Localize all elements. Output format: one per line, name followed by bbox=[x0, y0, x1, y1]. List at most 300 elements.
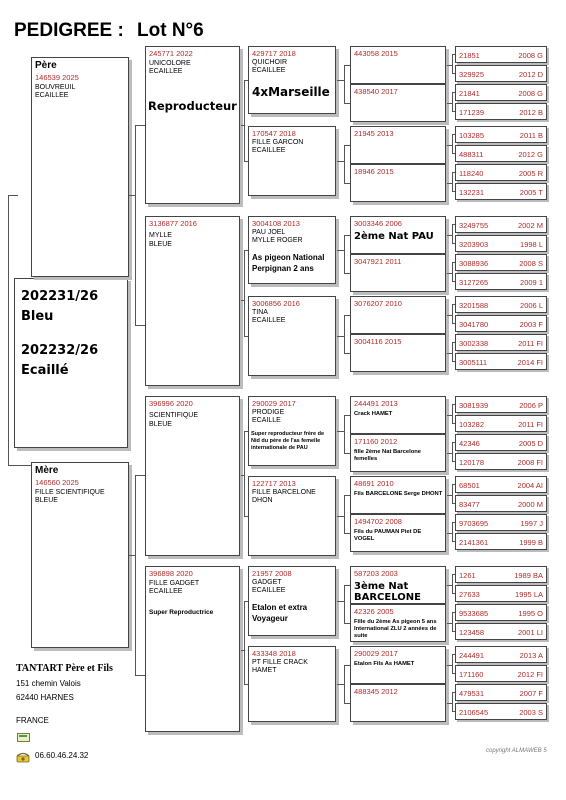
gen5-box bbox=[455, 415, 547, 432]
gen4-box bbox=[350, 566, 446, 604]
gen4-box bbox=[350, 46, 446, 84]
gen5-box bbox=[455, 585, 547, 602]
gen4-ring: 244491 2013 bbox=[354, 399, 398, 408]
connector-line bbox=[452, 423, 455, 424]
granddam-maternal-box bbox=[145, 566, 240, 732]
connector-line bbox=[129, 555, 135, 556]
mother-color: BLEUE bbox=[35, 497, 58, 504]
connector-line bbox=[244, 431, 248, 432]
gen3-name: TINA bbox=[252, 309, 268, 316]
gen2-note: Reproducteur bbox=[148, 99, 237, 113]
breeder-city: 62440 HARNES bbox=[16, 693, 74, 702]
gen5-ring: 2141361 bbox=[459, 538, 489, 547]
subject-color-2: Ecaillé bbox=[21, 363, 69, 378]
gen5-ring: 2106545 bbox=[459, 708, 489, 717]
gen4-ring: 171160 2012 bbox=[354, 437, 398, 446]
connector-line bbox=[344, 415, 345, 453]
gen3-ring: 170547 2018 bbox=[252, 129, 296, 138]
connector-line bbox=[344, 315, 345, 353]
connector-line bbox=[135, 675, 145, 676]
gen4-ring: 488345 2012 bbox=[354, 687, 398, 696]
gen5-year: 2009 1 bbox=[520, 278, 543, 287]
gen5-ring: 3002338 bbox=[459, 339, 489, 348]
connector-line bbox=[344, 235, 345, 273]
gen5-year: 2008 FI bbox=[517, 458, 543, 467]
gen5-ring: 3088936 bbox=[459, 259, 489, 268]
gen5-box bbox=[455, 65, 547, 82]
connector-line bbox=[452, 342, 453, 361]
gen3-name: QUICHOIR bbox=[252, 59, 287, 66]
connector-line bbox=[135, 475, 136, 675]
gen5-year: 2008 G bbox=[518, 51, 543, 60]
gen5-year: 2012 FI bbox=[517, 670, 543, 679]
subject-color-1: Bleu bbox=[21, 309, 54, 324]
gen5-box bbox=[455, 164, 547, 181]
gen5-ring: 27633 bbox=[459, 590, 480, 599]
granddam-paternal-box bbox=[145, 216, 240, 386]
gen5-year: 2003 S bbox=[519, 708, 543, 717]
connector-line bbox=[452, 631, 455, 632]
gen3-ring: 290029 2017 bbox=[252, 399, 296, 408]
gen5-box bbox=[455, 703, 547, 720]
gen5-ring: 118240 bbox=[459, 169, 484, 178]
connector-line bbox=[344, 183, 350, 184]
gen5-year: 2013 A bbox=[519, 651, 543, 660]
gen5-year: 2005 T bbox=[519, 188, 543, 197]
connector-line bbox=[452, 111, 455, 112]
connector-line bbox=[8, 465, 33, 466]
grandsire-maternal-box bbox=[145, 396, 240, 556]
gen5-box bbox=[455, 514, 547, 531]
email-icon[interactable] bbox=[17, 733, 30, 742]
gen5-box bbox=[455, 665, 547, 682]
gen2-note: Super Reproductrice bbox=[149, 609, 214, 616]
connector-line bbox=[344, 533, 350, 534]
subject-box bbox=[14, 278, 128, 448]
connector-line bbox=[344, 415, 350, 416]
gen5-ring: 3081939 bbox=[459, 401, 489, 410]
gen5-ring: 171160 bbox=[459, 670, 484, 679]
gen2-ring: 245771 2022 bbox=[149, 49, 193, 58]
gen5-box bbox=[455, 334, 547, 351]
gen3-box bbox=[248, 296, 336, 376]
connector-line bbox=[244, 250, 248, 251]
connector-line bbox=[344, 453, 350, 454]
gen3-note: 4xMarseille bbox=[252, 85, 330, 99]
gen2-ring: 396898 2020 bbox=[149, 569, 193, 578]
gen4-ring: 1494702 2008 bbox=[354, 517, 402, 526]
gen5-ring: 9533685 bbox=[459, 609, 489, 618]
connector-line bbox=[452, 484, 453, 503]
gen3-name: FILLE BARCELONE bbox=[252, 489, 316, 496]
connector-line bbox=[344, 585, 350, 586]
gen4-box bbox=[350, 84, 446, 122]
gen5-ring: 3041780 bbox=[459, 320, 489, 329]
gen4-ring: 18946 2015 bbox=[354, 167, 394, 176]
connector-line bbox=[452, 442, 455, 443]
connector-line bbox=[337, 431, 344, 432]
connector-line bbox=[452, 191, 455, 192]
gen3-ring: 433348 2018 bbox=[252, 649, 296, 658]
gen4-note: Fils BARCELONE Serge DHONT bbox=[354, 491, 443, 497]
gen2-name: UNICOLORE bbox=[149, 60, 191, 67]
gen4-box bbox=[350, 604, 446, 642]
gen5-ring: 3203903 bbox=[459, 240, 489, 249]
gen5-year: 2014 FI bbox=[517, 358, 543, 367]
connector-line bbox=[452, 153, 455, 154]
gen2-name: FILLE GADGET bbox=[149, 580, 200, 587]
gen4-note: Fils du PAUMAN Piet DE VOGEL bbox=[354, 529, 422, 542]
connector-line bbox=[452, 342, 455, 343]
connector-line bbox=[344, 495, 350, 496]
connector-line bbox=[135, 125, 145, 126]
connector-line bbox=[452, 503, 455, 504]
gen3-color: MYLLE ROGER bbox=[252, 237, 303, 244]
gen5-ring: 68501 bbox=[459, 481, 480, 490]
gen5-year: 2012 B bbox=[519, 108, 543, 117]
gen4-ring: 3047921 2011 bbox=[354, 257, 402, 266]
connector-line bbox=[452, 262, 453, 281]
gen5-ring: 244491 bbox=[459, 651, 485, 660]
connector-line bbox=[344, 665, 350, 666]
gen5-box bbox=[455, 126, 547, 143]
connector-line bbox=[452, 673, 455, 674]
connector-line bbox=[129, 195, 135, 196]
gen5-year: 2011 FI bbox=[518, 420, 543, 429]
gen4-box bbox=[350, 646, 446, 684]
connector-line bbox=[8, 195, 9, 465]
gen5-ring: 21841 bbox=[459, 89, 480, 98]
connector-line bbox=[344, 623, 350, 624]
gen5-year: 1999 B bbox=[519, 538, 543, 547]
connector-line bbox=[452, 612, 455, 613]
connector-line bbox=[337, 336, 344, 337]
gen3-color: ECAILLEE bbox=[252, 317, 286, 324]
gen5-year: 1997 J bbox=[520, 519, 543, 528]
connector-line bbox=[452, 404, 455, 405]
gen3-name: GADGET bbox=[252, 579, 282, 586]
gen5-ring: 3127265 bbox=[459, 278, 489, 287]
connector-line bbox=[244, 516, 248, 517]
connector-line bbox=[452, 522, 453, 541]
gen2-name: MYLLE bbox=[149, 232, 172, 239]
gen3-box bbox=[248, 46, 336, 114]
gen5-ring: 123458 bbox=[459, 628, 485, 637]
gen3-name: FILLE GARCON bbox=[252, 139, 304, 146]
gen5-year: 1989 BA bbox=[514, 571, 543, 580]
gen5-box bbox=[455, 533, 547, 550]
connector-line bbox=[337, 161, 344, 162]
gen5-ring: 103285 bbox=[459, 131, 485, 140]
gen3-name: PT FILLE CRACK bbox=[252, 659, 308, 666]
gen5-box bbox=[455, 145, 547, 162]
connector-line bbox=[344, 703, 350, 704]
connector-line bbox=[452, 224, 453, 243]
gen4-box bbox=[350, 684, 446, 722]
connector-line bbox=[452, 404, 453, 423]
gen4-box bbox=[350, 396, 446, 434]
father-ring: 146539 2025 bbox=[35, 73, 79, 82]
connector-line bbox=[337, 250, 344, 251]
gen3-color: ECAILLEE bbox=[252, 587, 286, 594]
gen5-year: 2004 AI bbox=[517, 481, 543, 490]
connector-line bbox=[452, 593, 455, 594]
connector-line bbox=[244, 684, 248, 685]
connector-line bbox=[244, 161, 248, 162]
gen4-box bbox=[350, 514, 446, 552]
gen3-box bbox=[248, 126, 336, 196]
copyright: copyright ALMAWEB 5 bbox=[486, 748, 547, 754]
father-label: Père bbox=[35, 60, 57, 71]
mother-name: FILLE SCIENTIFIQUE bbox=[35, 489, 105, 496]
gen5-year: 2006 L bbox=[520, 301, 543, 310]
gen5-box bbox=[455, 296, 547, 313]
gen3-note: Super reproducteur frère de Nid du père de l'as femelle internationale de PAU bbox=[251, 431, 325, 451]
gen4-box bbox=[350, 164, 446, 202]
grandsire-paternal-box bbox=[145, 46, 240, 204]
lot-number: Lot N°6 bbox=[137, 20, 204, 41]
subject-ring-1: 202231/26 bbox=[21, 289, 99, 304]
gen5-ring: 3201588 bbox=[459, 301, 489, 310]
gen4-ring: 21945 2013 bbox=[354, 129, 394, 138]
connector-line bbox=[452, 574, 453, 593]
gen3-ring: 3006856 2016 bbox=[252, 299, 300, 308]
gen4-note: Crack HAMET bbox=[354, 411, 393, 417]
pedigree-title: PEDIGREE : bbox=[14, 20, 124, 41]
connector-line bbox=[452, 612, 453, 631]
connector-line bbox=[344, 103, 350, 104]
gen4-note: 3ème Nat BARCELONE bbox=[354, 581, 421, 603]
mother-box bbox=[31, 462, 129, 648]
gen2-name: SCIENTIFIQUE bbox=[149, 412, 199, 419]
connector-line bbox=[452, 484, 455, 485]
gen3-box bbox=[248, 476, 336, 556]
gen5-ring: 479531 bbox=[459, 689, 485, 698]
connector-line bbox=[244, 250, 245, 336]
gen5-box bbox=[455, 646, 547, 663]
gen5-ring: 329925 bbox=[459, 70, 485, 79]
gen4-box bbox=[350, 254, 446, 292]
gen5-year: 1995 O bbox=[518, 609, 543, 618]
connector-line bbox=[244, 336, 248, 337]
gen4-note: Fille du 2ème As pigeon 5 ans International ZLU 2 années de suite bbox=[354, 619, 437, 639]
gen4-ring: 443058 2015 bbox=[354, 49, 398, 58]
gen5-box bbox=[455, 273, 547, 290]
connector-line bbox=[344, 273, 350, 274]
gen5-box bbox=[455, 604, 547, 621]
gen4-box bbox=[350, 334, 446, 372]
connector-line bbox=[452, 442, 453, 461]
gen2-color: BLEUE bbox=[149, 241, 172, 248]
connector-line bbox=[244, 80, 248, 81]
phone-icon[interactable] bbox=[16, 750, 30, 761]
connector-line bbox=[452, 323, 455, 324]
gen5-box bbox=[455, 315, 547, 332]
connector-line bbox=[452, 522, 455, 523]
connector-line bbox=[344, 315, 350, 316]
gen4-ring: 438540 2017 bbox=[354, 87, 398, 96]
gen5-ring: 9703695 bbox=[459, 519, 489, 528]
gen2-ring: 396996 2020 bbox=[149, 399, 193, 408]
gen5-box bbox=[455, 495, 547, 512]
connector-line bbox=[452, 711, 455, 712]
breeder-phone: 06.60.46.24.32 bbox=[35, 751, 89, 760]
gen5-ring: 103282 bbox=[459, 420, 485, 429]
connector-line bbox=[344, 65, 350, 66]
connector-line bbox=[337, 601, 344, 602]
gen5-box bbox=[455, 396, 547, 413]
gen5-year: 2012 G bbox=[518, 150, 543, 159]
gen3-box bbox=[248, 216, 336, 284]
gen4-ring: 3076207 2010 bbox=[354, 299, 402, 308]
connector-line bbox=[452, 304, 453, 323]
gen4-note: Etalon Fils As HAMET bbox=[354, 661, 415, 667]
gen5-year: 2008 S bbox=[519, 259, 543, 268]
connector-line bbox=[452, 54, 453, 73]
gen5-year: 2011 FI bbox=[518, 339, 543, 348]
gen3-name: PAU JOEL bbox=[252, 229, 286, 236]
gen5-ring: 1261 bbox=[459, 571, 476, 580]
connector-line bbox=[452, 243, 455, 244]
connector-line bbox=[344, 235, 350, 236]
gen5-box bbox=[455, 103, 547, 120]
connector-line bbox=[452, 262, 455, 263]
connector-line bbox=[244, 601, 245, 684]
gen3-color: DHON bbox=[252, 497, 273, 504]
gen5-year: 2005 R bbox=[518, 169, 543, 178]
gen5-year: 2007 F bbox=[519, 689, 543, 698]
connector-line bbox=[452, 224, 455, 225]
gen5-ring: 3249755 bbox=[459, 221, 489, 230]
breeder-country: FRANCE bbox=[16, 716, 49, 725]
gen4-box bbox=[350, 126, 446, 164]
gen3-note: As pigeon National Perpignan 2 ans bbox=[252, 253, 325, 273]
gen3-box bbox=[248, 566, 336, 636]
breeder-name: TANTART Père et Fils bbox=[16, 663, 113, 674]
connector-line bbox=[344, 665, 345, 703]
gen5-ring: 3005111 bbox=[459, 358, 488, 367]
gen5-ring: 83477 bbox=[459, 500, 480, 509]
connector-line bbox=[8, 195, 18, 196]
father-name: BOUVREUIL bbox=[35, 84, 76, 91]
gen5-box bbox=[455, 235, 547, 252]
gen3-ring: 122717 2013 bbox=[252, 479, 296, 488]
connector-line bbox=[452, 92, 453, 111]
gen5-year: 2003 F bbox=[519, 320, 543, 329]
connector-line bbox=[452, 692, 453, 711]
gen2-ring: 3136877 2016 bbox=[149, 219, 197, 228]
connector-line bbox=[135, 325, 145, 326]
breeder-street: 151 chemin Valois bbox=[16, 679, 81, 688]
gen5-box bbox=[455, 84, 547, 101]
connector-line bbox=[344, 585, 345, 623]
connector-line bbox=[337, 80, 344, 81]
gen5-ring: 21851 bbox=[459, 51, 480, 60]
gen4-ring: 587203 2003 bbox=[354, 569, 398, 578]
connector-line bbox=[344, 495, 345, 533]
gen5-box bbox=[455, 684, 547, 701]
gen3-color: ECAILLEE bbox=[252, 67, 286, 74]
gen4-box bbox=[350, 434, 446, 472]
gen3-ring: 3004108 2013 bbox=[252, 219, 300, 228]
gen4-ring: 3004116 2015 bbox=[354, 337, 402, 346]
gen5-year: 2002 M bbox=[517, 221, 543, 230]
connector-line bbox=[452, 172, 455, 173]
connector-line bbox=[452, 92, 455, 93]
connector-line bbox=[344, 65, 345, 103]
connector-line bbox=[452, 574, 455, 575]
gen4-box bbox=[350, 476, 446, 514]
gen5-box bbox=[455, 434, 547, 451]
gen3-box bbox=[248, 646, 336, 722]
gen5-ring: 171239 bbox=[459, 108, 485, 117]
gen4-ring: 3003346 2006 bbox=[354, 219, 402, 228]
gen4-note: fille 2ème Nat Barcelone femelles bbox=[354, 449, 422, 462]
connector-line bbox=[452, 73, 455, 74]
gen4-ring: 42326 2005 bbox=[354, 607, 394, 616]
gen5-box bbox=[455, 216, 547, 233]
gen4-ring: 48691 2010 bbox=[354, 479, 394, 488]
gen5-box bbox=[455, 566, 547, 583]
connector-line bbox=[452, 304, 455, 305]
connector-line bbox=[452, 692, 455, 693]
gen2-color: ECAILLEE bbox=[149, 68, 183, 75]
gen5-year: 2012 D bbox=[518, 70, 543, 79]
gen3-color: HAMET bbox=[252, 667, 277, 674]
gen5-ring: 132231 bbox=[459, 188, 485, 197]
connector-line bbox=[344, 145, 350, 146]
connector-line bbox=[344, 353, 350, 354]
connector-line bbox=[452, 172, 453, 191]
connector-line bbox=[135, 125, 136, 325]
gen3-color: ECAILLEE bbox=[252, 147, 286, 154]
connector-line bbox=[452, 54, 455, 55]
connector-line bbox=[244, 431, 245, 516]
gen5-year: 2001 LI bbox=[517, 628, 543, 637]
connector-line bbox=[337, 516, 344, 517]
subject-ring-2: 202232/26 bbox=[21, 343, 99, 358]
connector-line bbox=[452, 461, 455, 462]
connector-line bbox=[452, 281, 455, 282]
connector-line bbox=[135, 475, 145, 476]
gen5-box bbox=[455, 476, 547, 493]
gen2-color: ECAILLEE bbox=[149, 588, 183, 595]
gen5-box bbox=[455, 254, 547, 271]
gen5-box bbox=[455, 183, 547, 200]
gen5-box bbox=[455, 46, 547, 63]
gen5-year: 2011 B bbox=[519, 131, 543, 140]
gen5-year: 1995 LA bbox=[515, 590, 543, 599]
gen5-year: 2008 G bbox=[518, 89, 543, 98]
gen3-box bbox=[248, 396, 336, 466]
gen3-note: Etalon et extra Voyageur bbox=[252, 603, 308, 623]
gen3-color: ECAILLE bbox=[252, 417, 281, 424]
gen3-ring: 21957 2008 bbox=[252, 569, 292, 578]
father-color: ECAILLEE bbox=[35, 92, 69, 99]
connector-line bbox=[244, 601, 248, 602]
gen5-year: 1998 L bbox=[520, 240, 543, 249]
father-box bbox=[31, 57, 129, 277]
connector-line bbox=[452, 134, 453, 153]
gen5-year: 2005 D bbox=[518, 439, 543, 448]
gen5-box bbox=[455, 623, 547, 640]
gen5-year: 2006 P bbox=[519, 401, 543, 410]
connector-line bbox=[452, 654, 453, 673]
connector-line bbox=[244, 80, 245, 161]
connector-line bbox=[452, 361, 455, 362]
gen4-note: 2ème Nat PAU bbox=[354, 231, 434, 242]
gen4-ring: 290029 2017 bbox=[354, 649, 398, 658]
